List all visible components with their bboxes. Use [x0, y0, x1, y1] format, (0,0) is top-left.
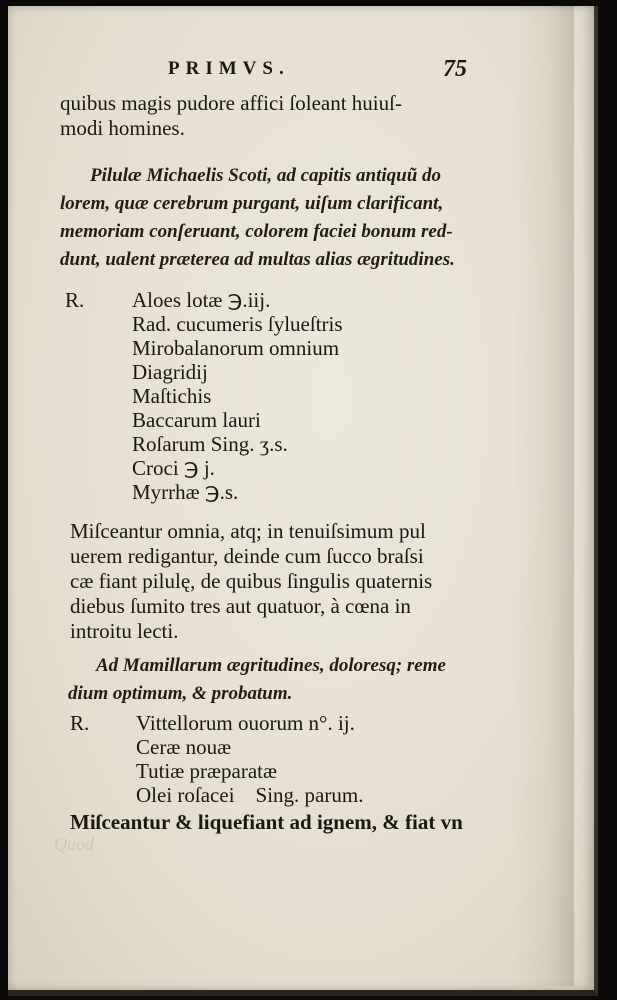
heading-line: Ad Mamillarum ægritudines, doloresq; reme — [96, 655, 446, 676]
heading-line: dunt, ualent præterea ad multas alias ægritudines. — [60, 249, 455, 270]
text-line: diebus ſumito tres aut quatuor, à cœna in — [70, 594, 411, 618]
ingredients — [136, 711, 363, 807]
recipe-symbol: R. — [65, 288, 85, 312]
ingredient: Baccarum lauri — [132, 408, 261, 432]
recipe-symbol: R. — [70, 711, 90, 735]
recipe-heading-pills — [60, 162, 530, 274]
book-page — [8, 6, 598, 996]
ingredient: Diagridij — [132, 360, 208, 384]
bleed-through-text: Quod — [54, 834, 94, 854]
text-line: modi homines. — [60, 116, 185, 140]
text-line: introitu lecti. — [70, 619, 179, 643]
ingredient: Croci ℈ j. — [132, 456, 215, 480]
text-line: cæ fiant pilulę, de quibus ſingulis quaternis — [70, 569, 433, 593]
ingredient: Roſarum Sing. ʒ.s. — [132, 432, 288, 456]
ingredients — [132, 288, 343, 504]
page-header — [168, 58, 488, 88]
ingredient: Rad. cucumeris ſylueſtris — [132, 312, 343, 336]
heading-line: lorem, quæ cerebrum purgant, uiſum clarificant, — [60, 193, 444, 214]
ingredient: Olei roſacei Sing. parum. — [136, 783, 364, 807]
ingredient: Aloes lotæ ℈.iij. — [132, 288, 271, 312]
text-line: Miſceantur omnia, atq; in tenuiſsimum pul — [70, 519, 426, 543]
running-title: PRIMVS. — [168, 58, 290, 79]
ingredient: Tutiæ præparatæ — [136, 759, 277, 783]
preparation-instructions — [70, 519, 540, 644]
recipe-heading-breasts — [68, 652, 536, 708]
paragraph-continuation — [60, 91, 530, 141]
page-number: 75 — [443, 56, 467, 82]
heading-line: memoriam conſeruant, colorem faciei bonum red- — [60, 221, 453, 242]
ingredient: Ceræ nouæ — [136, 735, 232, 759]
page-gutter-shadow — [514, 6, 574, 986]
ingredient: Myrrhæ ℈.s. — [132, 480, 239, 504]
heading-line: Pilulæ Michaelis Scoti, ad capitis antiquũ do — [90, 165, 442, 186]
ingredient: Mirobalanorum omnium — [132, 336, 340, 360]
catchword-line: Miſceantur & liquefiant ad ignem, & fiat vn — [70, 810, 463, 834]
heading-line: dium optimum, & probatum. — [68, 683, 293, 704]
text-line: quibus magis pudore affici ſoleant huiuſ- — [60, 91, 402, 115]
ingredient: Vittellorum ouorum n°. ij. — [136, 711, 355, 735]
ingredient: Maſtichis — [132, 384, 212, 408]
text-line: uerem redigantur, deinde cum ſucco braſsi — [70, 544, 424, 568]
